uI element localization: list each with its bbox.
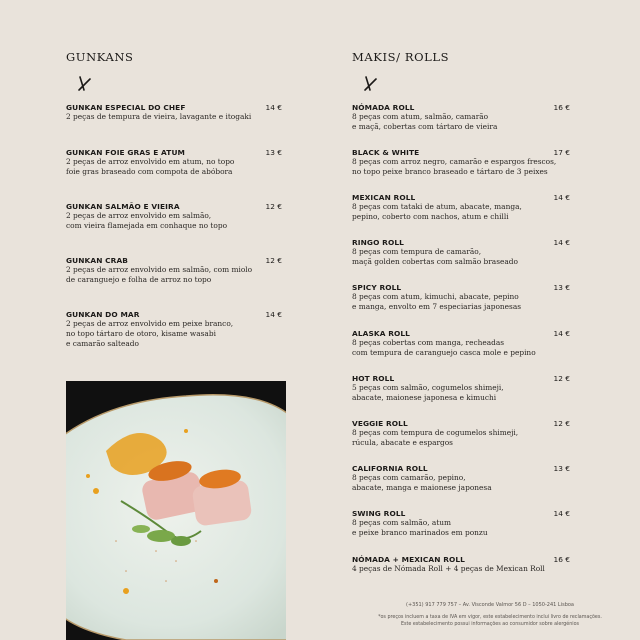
food-photo: [66, 381, 286, 640]
gunkans-section: [66, 50, 288, 348]
item-description: 2 peças de arroz envolvido em peixe branco, no topo tártaro de otoro, kisame wasabi e camarão salteado: [66, 319, 234, 348]
item-price: 14 €: [553, 509, 570, 518]
item-description: 8 peças com tempura de cogumelos shimeji, rúcula, abacate e espargos: [352, 428, 519, 447]
menu-item: [352, 464, 576, 493]
item-description: 8 peças com arroz negro, camarão e espargos frescos, no topo peixe branco braseado e tártaro de 3 peixes: [352, 157, 557, 176]
menu-item: [66, 148, 288, 177]
item-name: GUNKAN FOIE GRAS E ATUM: [66, 148, 185, 157]
item-price: 17 €: [553, 148, 570, 157]
menu-item: [352, 419, 576, 448]
item-description: 4 peças de Nómada Roll + 4 peças de Mexican Roll: [352, 564, 545, 573]
chopsticks-icon: [76, 76, 92, 92]
menu-item: [66, 103, 288, 122]
menu-item: [352, 148, 576, 177]
item-name: GUNKAN SALMÃO E VIEIRA: [66, 202, 180, 211]
item-price: 13 €: [265, 148, 282, 157]
item-name: CALIFORNIA ROLL: [352, 464, 428, 473]
item-name: GUNKAN ESPECIAL DO CHEF: [66, 103, 186, 112]
menu-item: [352, 103, 576, 132]
item-name: SWING ROLL: [352, 509, 406, 518]
item-description: 2 peças de tempura de vieira, lavagante e itogaki: [66, 112, 252, 121]
gunkans-title: GUNKANS: [66, 50, 134, 64]
item-price: 12 €: [553, 419, 570, 428]
item-price: 12 €: [553, 374, 570, 383]
item-description: 2 peças de arroz envolvido em salmão, com vieira flamejada em conhaque no topo: [66, 211, 228, 230]
plate-illustration: [66, 381, 286, 640]
menu-item: [352, 283, 576, 312]
menu-item: [66, 310, 288, 349]
item-description: 8 peças com atum, salmão, camarão e maçã, cobertas com tártaro de vieira: [352, 112, 498, 131]
item-price: 14 €: [553, 329, 570, 338]
item-description: 8 peças com tempura de camarão, maçã golden cobertas com salmão braseado: [352, 247, 518, 266]
makis-section: [352, 50, 576, 573]
item-name: GUNKAN CRAB: [66, 256, 129, 265]
footer-legal-notice: *os preços incluem a taxa de IVA em vigor, este estabelecimento inclui livro de reclamações. Este estabelecimento possui informações ao consumidor sobre alergénios: [378, 615, 602, 627]
item-name: ALASKA ROLL: [352, 329, 410, 338]
menu-item: [352, 329, 576, 358]
item-price: 14 €: [265, 103, 282, 112]
item-description: 8 peças com tataki de atum, abacate, manga, pepino, coberto com nachos, atum e chilli: [352, 202, 522, 221]
item-description: 2 peças de arroz envolvido em atum, no topo foie gras braseado com compota de abóbora: [66, 157, 235, 176]
item-description: 2 peças de arroz envolvido em salmão, com miolo de caranguejo e folha de arroz no topo: [66, 265, 253, 284]
item-price: 16 €: [553, 103, 570, 112]
menu-item: [66, 202, 288, 231]
makis-title: MAKIS/ ROLLS: [352, 50, 450, 64]
footer-contact: (+351) 917 779 757 – Av. Visconde Valmor 56 D – 1050-241 Lisboa: [406, 602, 574, 608]
item-price: 16 €: [553, 555, 570, 564]
item-name: HOT ROLL: [352, 374, 395, 383]
item-name: VEGGIE ROLL: [352, 419, 408, 428]
item-description: 8 peças com atum, kimuchi, abacate, pepino e manga, envolto em 7 especiarias japonesas: [352, 292, 522, 311]
menu-item: [352, 509, 576, 538]
item-price: 14 €: [265, 310, 282, 319]
menu-item: [352, 238, 576, 267]
item-description: 8 peças com camarão, pepino, abacate, manga e maionese japonesa: [352, 473, 492, 492]
menu-item: [352, 555, 576, 574]
item-name: SPICY ROLL: [352, 283, 402, 292]
item-price: 13 €: [553, 464, 570, 473]
item-price: 14 €: [553, 193, 570, 202]
item-name: NÓMADA ROLL: [352, 103, 415, 112]
item-description: 5 peças com salmão, cogumelos shimeji, abacate, maionese japonesa e kimuchi: [352, 383, 504, 402]
menu-item: [352, 374, 576, 403]
item-name: RINGO ROLL: [352, 238, 404, 247]
item-price: 12 €: [265, 256, 282, 265]
chopsticks-icon: [362, 76, 378, 92]
item-name: GUNKAN DO MAR: [66, 310, 140, 319]
item-name: NÓMADA + MEXICAN ROLL: [352, 555, 465, 564]
item-name: BLACK & WHITE: [352, 148, 420, 157]
item-price: 13 €: [553, 283, 570, 292]
item-price: 14 €: [553, 238, 570, 247]
item-description: 8 peças cobertas com manga, recheadas com tempura de caranguejo casca mole e pepino: [352, 338, 536, 357]
menu-item: [352, 193, 576, 222]
item-description: 8 peças com salmão, atum e peixe branco marinados em ponzu: [352, 518, 488, 537]
item-price: 12 €: [265, 202, 282, 211]
menu-item: [66, 256, 288, 285]
item-name: MEXICAN ROLL: [352, 193, 416, 202]
